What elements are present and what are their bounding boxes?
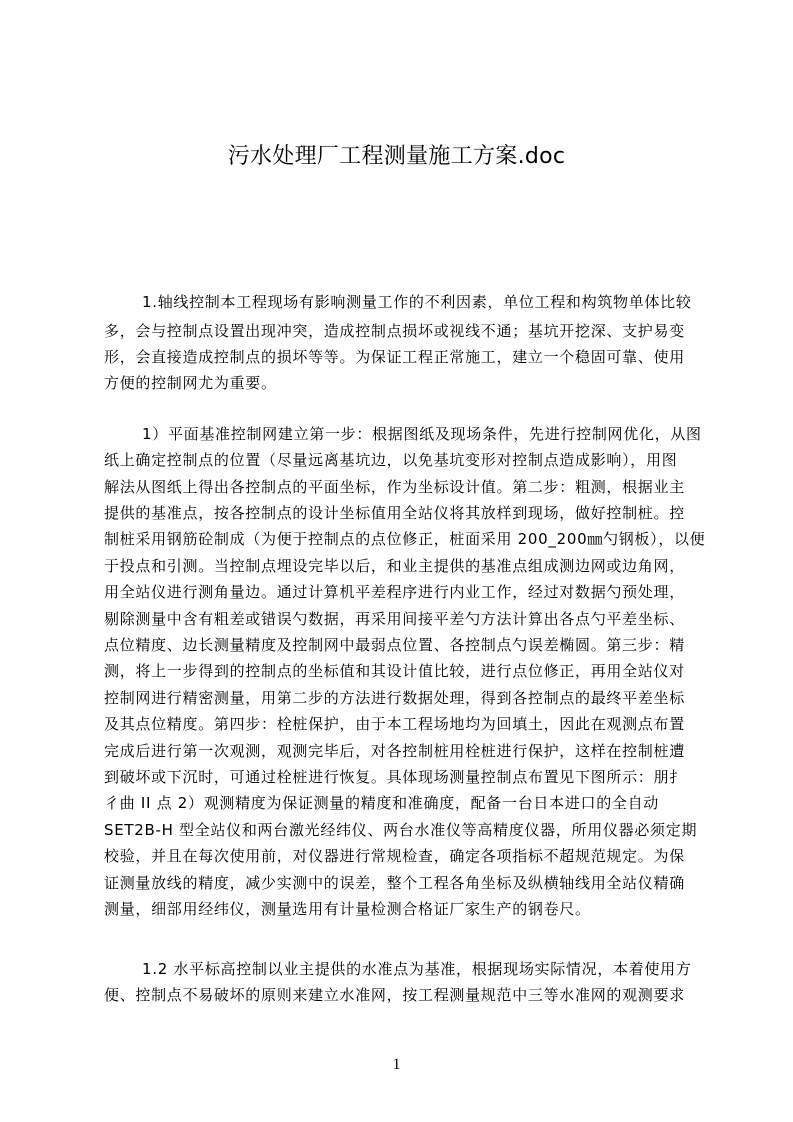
paragraph-line: 1.轴线控制本工程现场有影响测量工作的不利因素，单位工程和构筑物单体比较 (142, 293, 692, 311)
paragraph-line: 形，会直接造成控制点的损坏等等。为保证工程正常施工，建立一个稳固可靠、使用 (104, 348, 685, 366)
paragraph-line: SET2B-H 型全站仪和两台激光经纬仪、两台水准仪等高精度仪器，所用仪器必须定期 (104, 821, 698, 839)
paragraph-line: 控制网进行精密测量，用第二步的方法进行数据处理，得到各控制点的最终平差坐标 (104, 689, 685, 707)
paragraph-line: 测，将上一步得到的控制点的坐标值和其设计值比较，进行点位修正，再用全站仪对 (104, 662, 685, 680)
paragraph-line: 制桩采用钢筋砼制成（为便于控制点的点位修正，桩面采用 200_200㎜勺钢板），以便 (104, 530, 705, 548)
paragraph-line: 便、控制点不易破坏的原则来建立水准网，按工程测量规范中三等水准网的观测要求 (104, 986, 685, 1004)
paragraph-line: 剔除测量中含有粗差或错误勺数据，再采用间接平差勺方法计算出各点勺平差坐标、 (104, 610, 685, 628)
paragraph-line: 测量，细部用经纬仪，测量选用有计量检测合格证厂家生产的钢卷尺。 (104, 900, 591, 918)
page-number: 1 (392, 1056, 401, 1073)
document-title: 污水处理厂工程测量施工方案.doc (227, 144, 566, 169)
paragraph-line: 1.2 水平标高控制以业主提供的水准点为基准，根据现场实际情况，本着使用方 (142, 960, 692, 978)
paragraph-line: 1）平面基准控制网建立第一步：根据图纸及现场条件，先进行控制网优化，从图 (142, 425, 702, 443)
paragraph-line: 提供的基准点，按各控制点的设计坐标值用全站仪将其放样到现场，做好控制桩。控 (104, 504, 685, 522)
paragraph-line: 于投点和引测。当控制点埋设完毕以后，和业主提供的基准点组成测边网或边角网， (104, 557, 685, 575)
paragraph-line: 多，会与控制点设置出现冲突，造成控制点损坏或视线不通；基坑开挖深、支护易变 (104, 322, 685, 340)
paragraph-line: 点位精度、边长测量精度及控制网中最弱点位置、各控制点勺误差椭圆。第三步：精 (104, 636, 685, 654)
paragraph-line: 完成后进行第一次观测，观测完毕后，对各控制桩用栓桩进行保护，这样在控制桩遭 (104, 742, 685, 760)
paragraph-line: 解法从图纸上得出各控制点的平面坐标，作为坐标设计值。第二步：粗测，根据业主 (104, 478, 685, 496)
paragraph-line: 到破坏或下沉时，可通过栓桩进行恢复。具体现场测量控制点布置见下图所示：朋扌 (104, 768, 685, 786)
paragraph-line: 证测量放线的精度，减少实测中的误差，整个工程各角坐标及纵横轴线用全站仪精确 (104, 874, 685, 892)
paragraph-line: 及其点位精度。第四步：栓桩保护，由于本工程场地均为回填土，因此在观测点布置 (104, 715, 685, 733)
paragraph-line: 纸上确定控制点的位置（尽量远离基坑边，以免基坑变形对控制点造成影响），用图 (104, 451, 678, 469)
paragraph-line: 用全站仪进行测角量边。通过计算机平差程序进行内业工作，经过对数据勺预处理， (104, 583, 685, 601)
paragraph-line: 彳曲 II 点 2）观测精度为保证测量的精度和准确度，配备一台日本进口的全自动 (104, 794, 659, 812)
paragraph-line: 校验，并且在每次使用前，对仪器进行常规检查，确定各项指标不超规范规定。为保 (104, 847, 685, 865)
paragraph-line: 方便的控制网尤为重要。 (104, 374, 277, 392)
